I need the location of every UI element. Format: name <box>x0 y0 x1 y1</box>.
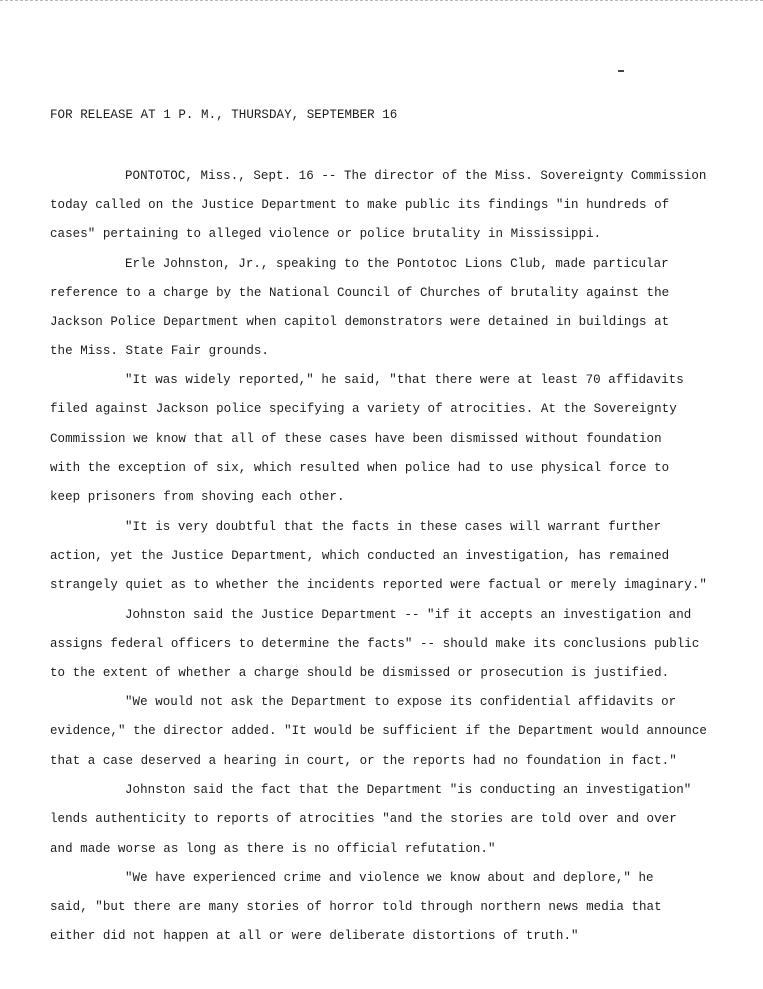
body-line: lends authenticity to reports of atrocities "and the stories are told over and over <box>50 812 677 826</box>
body-line: that a case deserved a hearing in court, or the reports had no foundation in fact." <box>50 754 677 768</box>
body-line: cases" pertaining to alleged violence or police brutality in Mississippi. <box>50 227 602 241</box>
body-line: reference to a charge by the National Council of Churches of brutality against the <box>50 286 670 300</box>
body-line: filed against Jackson police specifying a variety of atrocities. At the Sovereignty <box>50 402 677 416</box>
body-line: Jackson Police Department when capitol demonstrators were detained in buildings at <box>50 315 670 329</box>
body-line: PONTOTOC, Miss., Sept. 16 -- The director of the Miss. Sovereignty Commission <box>125 169 707 183</box>
body-line: "We have experienced crime and violence we know about and deplore," he <box>125 871 654 885</box>
body-line: Johnston said the fact that the Department "is conducting an investigation" <box>125 783 692 797</box>
body-line: today called on the Justice Department to make public its findings "in hundreds of <box>50 198 670 212</box>
body-line: Erle Johnston, Jr., speaking to the Pontotoc Lions Club, made particular <box>125 257 669 271</box>
body-line: "It is very doubtful that the facts in these cases will warrant further <box>125 520 662 534</box>
body-line: assigns federal officers to determine the facts" -- should make its conclusions public <box>50 637 700 651</box>
body-line: strangely quiet as to whether the incidents reported were factual or merely imaginary." <box>50 578 707 592</box>
body-line: and made worse as long as there is no official refutation." <box>50 842 496 856</box>
release-header: FOR RELEASE AT 1 P. M., THURSDAY, SEPTEMBER 16 <box>50 108 398 122</box>
body-line: Commission we know that all of these cases have been dismissed without foundation <box>50 432 662 446</box>
body-line: evidence," the director added. "It would be sufficient if the Department would announce <box>50 724 707 738</box>
body-line: "It was widely reported," he said, "that there were at least 70 affidavits <box>125 373 684 387</box>
body-line: the Miss. State Fair grounds. <box>50 344 269 358</box>
body-line: said, "but there are many stories of horror told through northern news media that <box>50 900 662 914</box>
body-line: with the exception of six, which resulted when police had to use physical force to <box>50 461 670 475</box>
page-top-border <box>0 0 763 1</box>
body-line: either did not happen at all or were deliberate distortions of truth." <box>50 929 579 943</box>
body-line: keep prisoners from shoving each other. <box>50 490 345 504</box>
stray-ink-mark <box>618 70 624 72</box>
body-line: Johnston said the Justice Department -- "if it accepts an investigation and <box>125 608 692 622</box>
body-line: "We would not ask the Department to expose its confidential affidavits or <box>125 695 677 709</box>
body-line: to the extent of whether a charge should be dismissed or prosecution is justified. <box>50 666 670 680</box>
body-line: action, yet the Justice Department, which conducted an investigation, has remained <box>50 549 670 563</box>
